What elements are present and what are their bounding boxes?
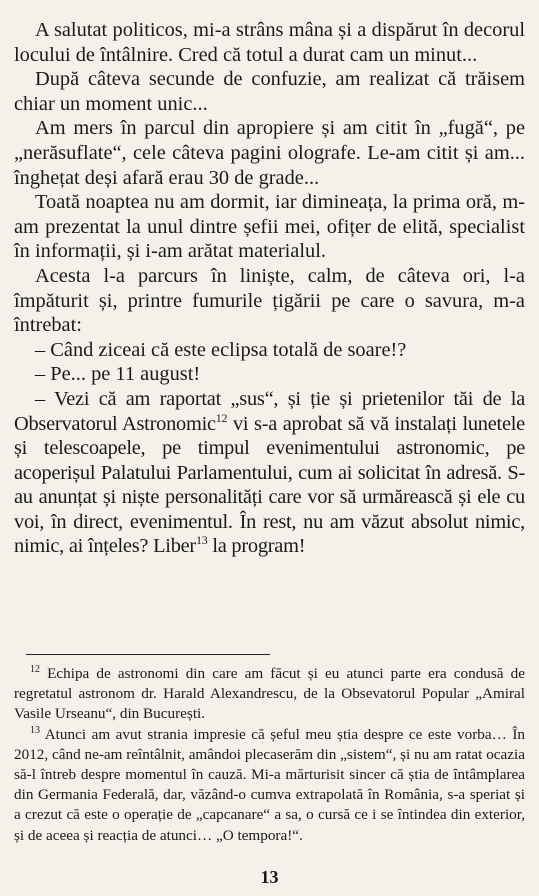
footnotes: [14, 664, 525, 846]
footnote-text: Atunci am avut strania impresie că șeful meu știa despre ce este vorba… În 2012, când ne-am reîntâlnit, amândoi plecaserăm din „sistem“, și nu am ratat ocazia să-l întreb despre momentul în cauză. Mi-a mărturisit sincer că știa de întâmplarea din Germania Federală, dar, văzând-o cumva extrapolată în România, s-a speriat și a crezut că este o operație de „capcanare“ a sa, o cursă ce i se întindea din exterior, și de aceea și reacția de atunci… „O tempora!“.: [14, 725, 525, 844]
dialogue-text-c: la program!: [207, 535, 306, 558]
footnote-12: [14, 664, 525, 725]
page-body: [14, 18, 525, 559]
paragraph-1: A salutat politicos, mi-a strâns mâna și a dispărut în decorul locului de întâlnire. Cred că totul a durat cam un minut...: [14, 19, 525, 66]
paragraph-5: Acesta l-a parcurs în liniște, calm, de câteva ori, l-a împăturit și, printre fumurile țigării pe care o savura, m-a întrebat:: [14, 264, 525, 337]
footnote-text: Echipa de astronomi din care am făcut și eu atunci parte era condusă de regretatul astronom dr. Harald Alexandrescu, de la Obsevatorul Popular „Amiral Vasile Urseanu“, din București.: [14, 665, 525, 723]
dialogue-text-a: – Vezi că am raportat „sus“, și ție și prietenilor tăi de la Observatorul Astronomic: [14, 387, 525, 435]
footnote-number: 12: [30, 664, 40, 675]
dialogue-text-b: vi s-a aprobat să vă instalați lunetele și telescoapele, pe timpul evenimentului astronomic, pe acoperișul Palatului Parlamentului, cum ai solicitat în adresă. S-au anunțat și niște personalități care vor să urmărească și ele cu voi, în direct, evenimentul. În rest, nu am văzut absolut nimic, nimic, ai înțeles? Liber: [14, 412, 525, 558]
dialogue-line-3: [14, 387, 525, 559]
footnote-divider: [26, 654, 270, 655]
paragraph-4: Toată noaptea nu am dormit, iar dimineața, la prima oră, m-am prezentat la unul dintre șefii mei, ofițer de elită, specialist în informații, și i-am arătat materialul.: [14, 191, 525, 263]
footnote-number: 13: [30, 724, 40, 736]
paragraph-2: După câteva secunde de confuzie, am realizat că trăisem chiar un moment unic...: [14, 68, 525, 115]
footnote-ref-13: 13: [195, 533, 208, 548]
page-number: 13: [260, 867, 279, 887]
footnote-13: [14, 725, 525, 846]
footnote-ref-12: 12: [215, 410, 228, 425]
dialogue-line-2: – Pe... pe 11 august!: [35, 363, 201, 386]
paragraph-3: Am mers în parcul din apropiere și am citit în „fugă“, pe „nerăsuflate“, cele câteva pagini olografe. Le-am citit și am... înghețat deși afară erau 30 de grade...: [14, 117, 525, 189]
main-text: [14, 18, 525, 559]
dialogue-line-1: – Când ziceai că este eclipsa totală de soare!?: [35, 338, 407, 361]
